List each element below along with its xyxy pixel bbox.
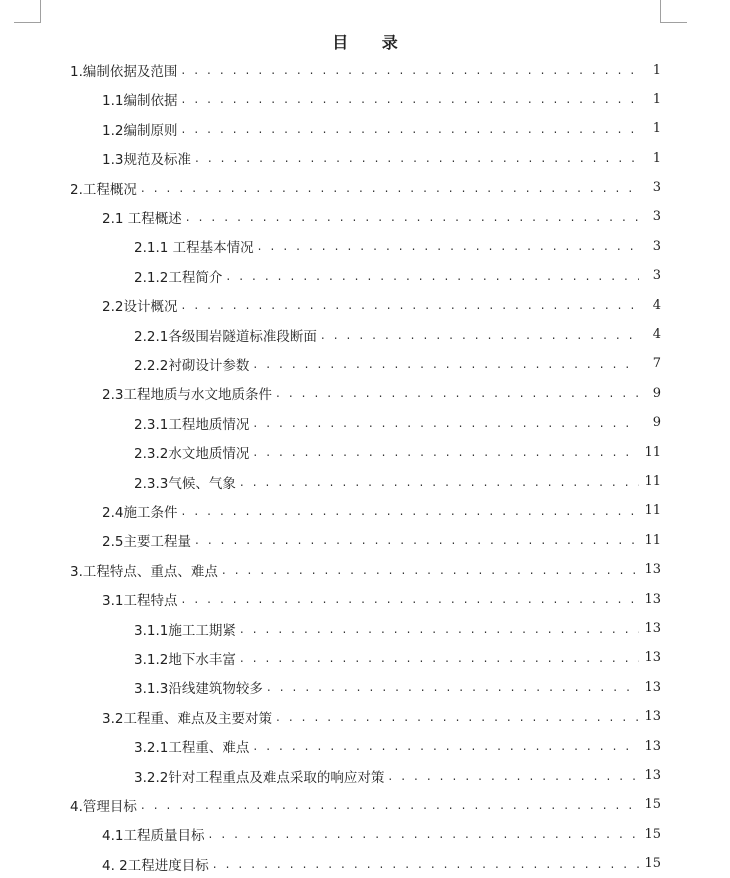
toc-dot-leader [181, 92, 639, 106]
toc-entry-label: 3.1.1施工工期紧 [134, 622, 236, 639]
toc-entry[interactable] [102, 585, 661, 614]
toc-entry-page-number: 13 [644, 738, 661, 754]
toc-entry[interactable] [70, 790, 661, 819]
toc-dot-leader [253, 416, 639, 430]
toc-entry-page-number: 13 [644, 768, 661, 784]
toc-dot-leader [141, 798, 639, 812]
toc-entry-page-number: 3 [652, 209, 661, 225]
toc-entry-label: 3.1.3沿线建筑物较多 [134, 681, 263, 698]
toc-entry-page-number: 3 [652, 180, 661, 196]
toc-dot-leader [208, 827, 639, 841]
toc-entry-label: 2.4施工条件 [102, 504, 178, 521]
toc-entry[interactable] [102, 379, 661, 408]
toc-dot-leader [240, 651, 639, 665]
toc-entry-label: 2.3.1工程地质情况 [134, 416, 250, 433]
toc-entry-page-number: 15 [644, 826, 661, 842]
toc-dot-leader [253, 739, 639, 753]
toc-dot-leader [253, 357, 639, 371]
toc-dot-leader [240, 475, 639, 489]
toc-dot-leader [181, 592, 639, 606]
toc-entry-label: 4.管理目标 [70, 798, 137, 815]
toc-entry[interactable] [102, 526, 661, 555]
toc-entry-label: 1.1编制依据 [102, 93, 178, 110]
toc-entry[interactable] [134, 761, 661, 790]
toc-entry[interactable] [102, 291, 661, 320]
toc-entry-page-number: 13 [644, 679, 661, 695]
toc-dot-leader [267, 680, 639, 694]
toc-entry-page-number: 11 [644, 474, 661, 490]
toc-entry-label: 2.5主要工程量 [102, 534, 191, 551]
toc-dot-leader [181, 298, 639, 312]
toc-entry[interactable] [102, 144, 661, 173]
toc-entry[interactable] [102, 85, 661, 114]
toc-entry-label: 2.1 工程概述 [102, 210, 182, 227]
toc-dot-leader [195, 533, 639, 547]
toc-entry-label: 4.1工程质量目标 [102, 828, 205, 845]
toc-entry-page-number: 13 [644, 650, 661, 666]
toc-entry-page-number: 11 [644, 444, 661, 460]
toc-entry[interactable] [102, 820, 661, 849]
toc-entry-label: 2.1.2工程简介 [134, 269, 223, 286]
toc-entry[interactable] [134, 349, 661, 378]
toc-entry[interactable] [102, 114, 661, 143]
toc-dot-leader [253, 445, 639, 459]
toc-entry-label: 2.3.2水文地质情况 [134, 446, 250, 463]
toc-entry[interactable] [102, 849, 661, 878]
toc-dot-leader [258, 239, 639, 253]
crop-mark-top-left [14, 0, 41, 23]
toc-entry-page-number: 15 [644, 856, 661, 872]
toc-entry-label: 1.3规范及标准 [102, 152, 191, 169]
toc-title: 目 录 [332, 33, 412, 52]
toc-entry-label: 3.工程特点、重点、难点 [70, 563, 218, 580]
toc-entry-page-number: 1 [652, 150, 661, 166]
toc-entry-label: 2.工程概况 [70, 181, 137, 198]
toc-dot-leader [181, 504, 639, 518]
toc-entry-label: 2.2设计概况 [102, 299, 178, 316]
toc-entry[interactable] [134, 320, 661, 349]
toc-dot-leader [186, 210, 639, 224]
toc-entry-page-number: 1 [652, 121, 661, 137]
toc-entry[interactable] [134, 673, 661, 702]
toc-entry-label: 3.1工程特点 [102, 593, 178, 610]
toc-entry[interactable] [70, 555, 661, 584]
toc-dot-leader [276, 710, 639, 724]
toc-dot-leader [276, 386, 639, 400]
toc-entry-label: 2.3工程地质与水文地质条件 [102, 387, 272, 404]
toc-entry[interactable] [134, 467, 661, 496]
toc-entry-label: 2.3.3气候、气象 [134, 475, 236, 492]
toc-entry[interactable] [134, 232, 661, 261]
toc-dot-leader [222, 563, 639, 577]
toc-dot-leader [141, 181, 639, 195]
toc-entry-page-number: 3 [652, 268, 661, 284]
toc-entry-label: 3.2.1工程重、难点 [134, 740, 250, 757]
toc-dot-leader [226, 269, 639, 283]
toc-entry-page-number: 13 [644, 562, 661, 578]
toc-entry[interactable] [134, 614, 661, 643]
toc-entry-label: 1.2编制原则 [102, 122, 178, 139]
toc-entry-page-number: 1 [652, 62, 661, 78]
toc-entry-page-number: 9 [652, 415, 661, 431]
toc-entry-page-number: 4 [652, 297, 661, 313]
toc-dot-leader [321, 328, 639, 342]
toc-entry-page-number: 13 [644, 709, 661, 725]
toc-entry-label: 2.2.2衬砌设计参数 [134, 357, 250, 374]
toc-entry-page-number: 11 [644, 532, 661, 548]
toc-entry-label: 2.1.1 工程基本情况 [134, 240, 254, 257]
toc-dot-leader [213, 857, 639, 871]
toc-entry-page-number: 4 [652, 327, 661, 343]
toc-entry-page-number: 13 [644, 621, 661, 637]
toc-entry-label: 2.2.1各级围岩隧道标准段断面 [134, 328, 317, 345]
toc-entry[interactable] [102, 496, 661, 525]
toc-entry[interactable] [102, 702, 661, 731]
crop-mark-top-right [660, 0, 687, 23]
toc-entry[interactable] [134, 408, 661, 437]
toc-entry[interactable] [134, 732, 661, 761]
toc-dot-leader [181, 63, 639, 77]
toc-entry-label: 4. 2工程进度目标 [102, 857, 209, 874]
toc-dot-leader [195, 151, 639, 165]
toc-entry-label: 3.1.2地下水丰富 [134, 651, 236, 668]
toc-entry-label: 1.编制依据及范围 [70, 64, 178, 80]
toc-entry[interactable] [134, 261, 661, 290]
toc-entry-label: 3.2工程重、难点及主要对策 [102, 710, 272, 727]
toc-entry[interactable] [102, 202, 661, 231]
toc-entry-label: 3.2.2针对工程重点及难点采取的响应对策 [134, 769, 385, 786]
toc-entry[interactable] [70, 173, 661, 202]
toc-entry[interactable] [70, 55, 661, 84]
toc-entry-page-number: 9 [652, 385, 661, 401]
toc-entry-page-number: 11 [644, 503, 661, 519]
toc-entry-page-number: 3 [652, 238, 661, 254]
toc-entry[interactable] [134, 438, 661, 467]
toc-entry-page-number: 15 [644, 797, 661, 813]
toc-dot-leader [181, 122, 639, 136]
toc-dot-leader [388, 769, 639, 783]
toc-entry[interactable] [134, 643, 661, 672]
toc-dot-leader [240, 622, 639, 636]
toc-entry-page-number: 7 [652, 356, 661, 372]
toc-entry-page-number: 13 [644, 591, 661, 607]
toc-entry-page-number: 1 [652, 91, 661, 107]
